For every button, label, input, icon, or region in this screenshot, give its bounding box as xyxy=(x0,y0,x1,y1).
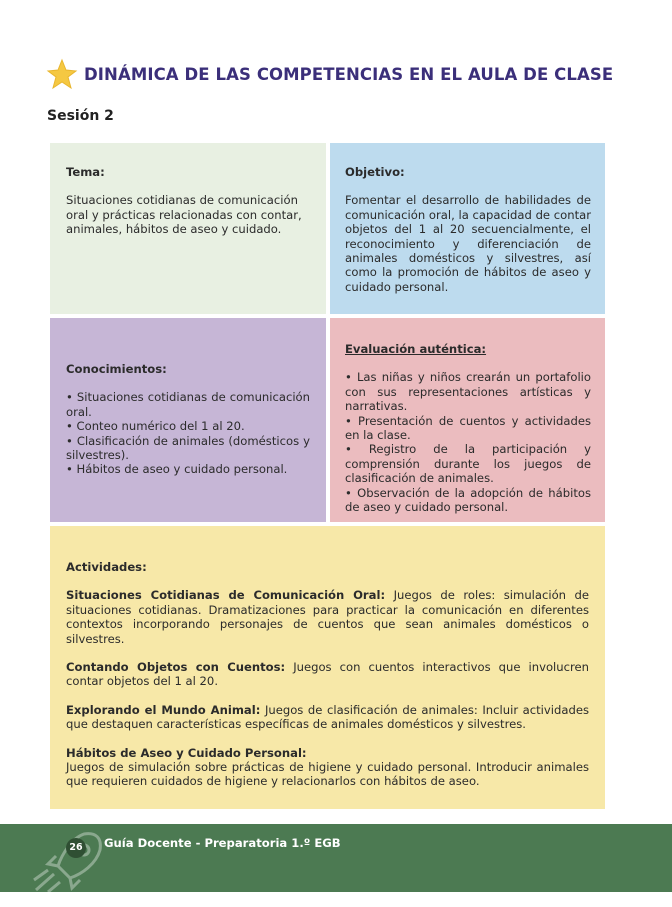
objetivo-text: Fomentar el desarrollo de habilidades de comunicación oral, la capacidad de contar objetos del 1 al 20 secuencialmente, el reconocimiento y diferenciación de animales domésticos y silvestres, así como la promoción de hábitos de aseo y cuidado personal. xyxy=(345,193,591,294)
list-item: • Hábitos de aseo y cuidado personal. xyxy=(66,462,288,477)
activity-title: Contando Objetos con Cuentos: xyxy=(66,660,286,675)
list-item: • Registro de la participación y comprensión durante los juegos de clasificación de animales. xyxy=(345,442,591,486)
list-item: • Situaciones cotidianas de comunicación oral. xyxy=(66,390,310,419)
activity-title: Situaciones Cotidianas de Comunicación Oral: xyxy=(66,588,386,603)
conocimientos-box xyxy=(50,318,326,522)
list-item: • Observación de la adopción de hábitos de aseo y cuidado personal. xyxy=(345,485,591,515)
page-number: 26 xyxy=(66,838,86,858)
activity-item xyxy=(66,746,589,789)
activity-title: Hábitos de Aseo y Cuidado Personal: xyxy=(66,745,307,760)
session-label: Sesión 2 xyxy=(47,108,114,124)
star-icon xyxy=(46,58,78,90)
footer-bar xyxy=(0,824,672,892)
actividades-heading: Actividades: xyxy=(66,560,147,574)
evaluacion-box xyxy=(330,318,605,522)
list-item: • Clasificación de animales (domésticos y silvestres). xyxy=(66,433,310,463)
activity-item xyxy=(66,703,589,732)
actividades-box xyxy=(50,526,605,809)
objetivo-heading: Objetivo: xyxy=(345,165,405,179)
activity-text: Juegos de simulación sobre prácticas de higiene y cuidado personal. Introducir animales que requieren cuidados de higiene y relacionarlos con hábitos de aseo. xyxy=(66,760,589,789)
page-title: DINÁMICA DE LAS COMPETENCIAS EN EL AULA DE CLASE xyxy=(84,64,614,84)
tema-heading: Tema: xyxy=(66,165,105,179)
conocimientos-heading: Conocimientos: xyxy=(66,362,167,376)
activity-item xyxy=(66,588,589,646)
tema-box xyxy=(50,143,326,314)
list-item: • Presentación de cuentos y actividades en la clase. xyxy=(345,413,591,443)
evaluacion-list xyxy=(345,370,591,514)
conocimientos-list xyxy=(66,390,310,476)
activity-title: Explorando el Mundo Animal: xyxy=(66,702,261,717)
footer-text: Guía Docente - Preparatoria 1.º EGB xyxy=(104,836,341,850)
list-item: • Conteo numérico del 1 al 20. xyxy=(66,419,245,434)
rocket-icon xyxy=(26,830,106,892)
evaluacion-heading: Evaluación auténtica: xyxy=(345,342,487,356)
tema-text: Situaciones cotidianas de comunicación oral y prácticas relacionadas con contar, animales, hábitos de aseo y cuidado. xyxy=(66,193,302,237)
activity-item xyxy=(66,660,589,689)
list-item: • Las niñas y niños crearán un portafolio con sus representaciones artísticas y narrativas. xyxy=(345,370,591,414)
activity-text: Juegos de roles: simulación de situaciones cotidianas. Dramatizaciones para practicar la comunicación en diferentes contextos incorporando personajes de cuentos que sean animales domésticos o silvestres. xyxy=(66,588,589,646)
page-header xyxy=(46,58,613,90)
activity-text: Juegos con cuentos interactivos que involucren contar objetos del 1 al 20. xyxy=(66,660,589,689)
activity-text: Juegos de clasificación de animales: Incluir actividades que destaquen características específicas de animales domésticos y silvestres. xyxy=(66,702,589,732)
objetivo-box xyxy=(330,143,605,314)
